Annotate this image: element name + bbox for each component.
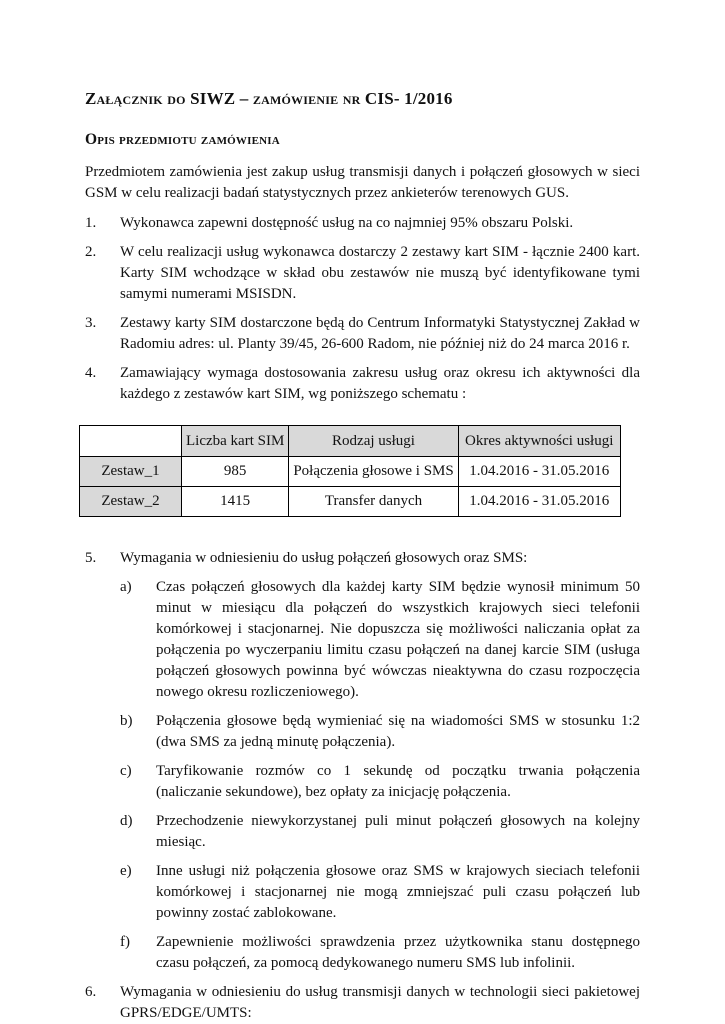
sublist-item-f-text: Zapewnienie możliwości sprawdzenia przez użytkownika stanu dostępnego czasu połączeń, za pomocą dedykowanego numeru SMS lub infolinii. bbox=[156, 934, 640, 971]
sim-sets-table bbox=[79, 425, 621, 517]
table-header-activity-period: Okres aktywności usługi bbox=[458, 426, 620, 457]
row-label-cell: Zestaw_2 bbox=[80, 487, 182, 517]
list-item-6-number: 6. bbox=[85, 984, 97, 1000]
list-item-5 bbox=[85, 548, 640, 569]
sublist-item-c-text: Taryfikowanie rozmów co 1 sekundę od początku trwania połączenia (naliczanie sekundowe), bez opłaty za inicjację połączenia. bbox=[156, 763, 640, 800]
sublist-item-f bbox=[120, 932, 640, 974]
list-item-3 bbox=[85, 313, 640, 355]
sublist-item-b bbox=[120, 711, 640, 753]
sublist-item-b-letter: b) bbox=[120, 713, 133, 729]
intro-paragraph: Przedmiotem zamówienia jest zakup usług transmisji danych i połączeń głosowych w sieci GSM w celu realizacji badań statystycznych przez ankieterów terenowych GUS. bbox=[85, 164, 640, 201]
list-item-2 bbox=[85, 242, 640, 305]
table-cell: 1.04.2016 - 31.05.2016 bbox=[458, 457, 620, 487]
sublist-item-c-letter: c) bbox=[120, 763, 132, 779]
table-cell: 1.04.2016 - 31.05.2016 bbox=[458, 487, 620, 517]
list-item-3-number: 3. bbox=[85, 315, 97, 331]
table-row bbox=[80, 487, 621, 517]
list-item-2-text: W celu realizacji usług wykonawca dostarczy 2 zestawy kart SIM - łącznie 2400 kart. Karty SIM wchodzące w skład obu zestawów nie muszą być identyfikowane tymi samymi numerami MSISDN. bbox=[120, 244, 640, 302]
sublist-item-f-letter: f) bbox=[120, 934, 130, 950]
sublist-item-b-text: Połączenia głosowe będą wymieniać się na wiadomości SMS w stosunku 1:2 (dwa SMS za jedną minutę połączenia). bbox=[156, 713, 640, 750]
list-item-4-number: 4. bbox=[85, 365, 97, 381]
table-cell: Transfer danych bbox=[289, 487, 458, 517]
sublist-item-d-letter: d) bbox=[120, 813, 133, 829]
sublist-item-e bbox=[120, 861, 640, 924]
list-item-5-number: 5. bbox=[85, 550, 97, 566]
sublist-item-a bbox=[120, 577, 640, 703]
list-item-2-number: 2. bbox=[85, 244, 97, 260]
table-row bbox=[80, 457, 621, 487]
list-item-6 bbox=[85, 982, 640, 1024]
sim-sets-table-wrap bbox=[79, 425, 640, 517]
list-item-1 bbox=[85, 213, 640, 234]
sublist-item-c bbox=[120, 761, 640, 803]
table-cell: 1415 bbox=[182, 487, 289, 517]
table-header-service-kind: Rodzaj usługi bbox=[289, 426, 458, 457]
table-cell: Połączenia głosowe i SMS bbox=[289, 457, 458, 487]
sublist-item-e-letter: e) bbox=[120, 863, 132, 879]
list-item-1-text: Wykonawca zapewni dostępność usług na co najmniej 95% obszaru Polski. bbox=[120, 215, 574, 231]
table-corner-cell bbox=[80, 426, 182, 457]
row-label-cell: Zestaw_1 bbox=[80, 457, 182, 487]
list-item-1-number: 1. bbox=[85, 215, 97, 231]
sublist-5 bbox=[120, 577, 640, 974]
section-heading: Opis przedmiotu zamówienia bbox=[85, 131, 280, 148]
document-title: Załącznik do SIWZ – zamówienie nr CIS- 1/2016 bbox=[85, 89, 453, 108]
list-item-6-text: Wymagania w odniesieniu do usług transmisji danych w technologii sieci pakietowej GPRS/EDGE/UMTS: bbox=[120, 984, 640, 1021]
table-header-sim-count: Liczba kart SIM bbox=[182, 426, 289, 457]
list-item-4-text: Zamawiający wymaga dostosowania zakresu usług oraz okresu ich aktywności dla każdego z zestawów kart SIM, wg poniższego schematu : bbox=[120, 365, 640, 402]
sublist-item-a-text: Czas połączeń głosowych dla każdej karty SIM będzie wynosił minimum 50 minut w miesiącu dla połączeń do wszystkich krajowych sieci telefonii komórkowej i stacjonarnej. Nie dopuszcza się możliwości naliczania opłat za połączenia po wyczerpaniu limitu czasu połączeń na danej karcie SIM (usługa połączeń głosowych powinna być wówczas nieaktywna do czasu rozpoczęcia nowego okresu rozliczeniowego). bbox=[156, 579, 640, 700]
list-item-5-text: Wymagania w odniesieniu do usług połączeń głosowych oraz SMS: bbox=[120, 550, 528, 566]
table-cell: 985 bbox=[182, 457, 289, 487]
list-item-4 bbox=[85, 363, 640, 405]
sublist-item-a-letter: a) bbox=[120, 579, 132, 595]
sublist-item-e-text: Inne usługi niż połączenia głosowe oraz SMS w krajowych sieciach telefonii komórkowej i stacjonarnej nie mogą zmniejszać puli czasu połączeń lub powinny zostać zablokowane. bbox=[156, 863, 640, 921]
sublist-item-d-text: Przechodzenie niewykorzystanej puli minut połączeń głosowych na kolejny miesiąc. bbox=[156, 813, 640, 850]
sublist-item-d bbox=[120, 811, 640, 853]
table-header-row bbox=[80, 426, 621, 457]
list-item-3-text: Zestawy karty SIM dostarczone będą do Centrum Informatyki Statystycznej Zakład w Radomiu adres: ul. Planty 39/45, 26-600 Radom, nie później niż do 24 marca 2016 r. bbox=[120, 315, 640, 352]
